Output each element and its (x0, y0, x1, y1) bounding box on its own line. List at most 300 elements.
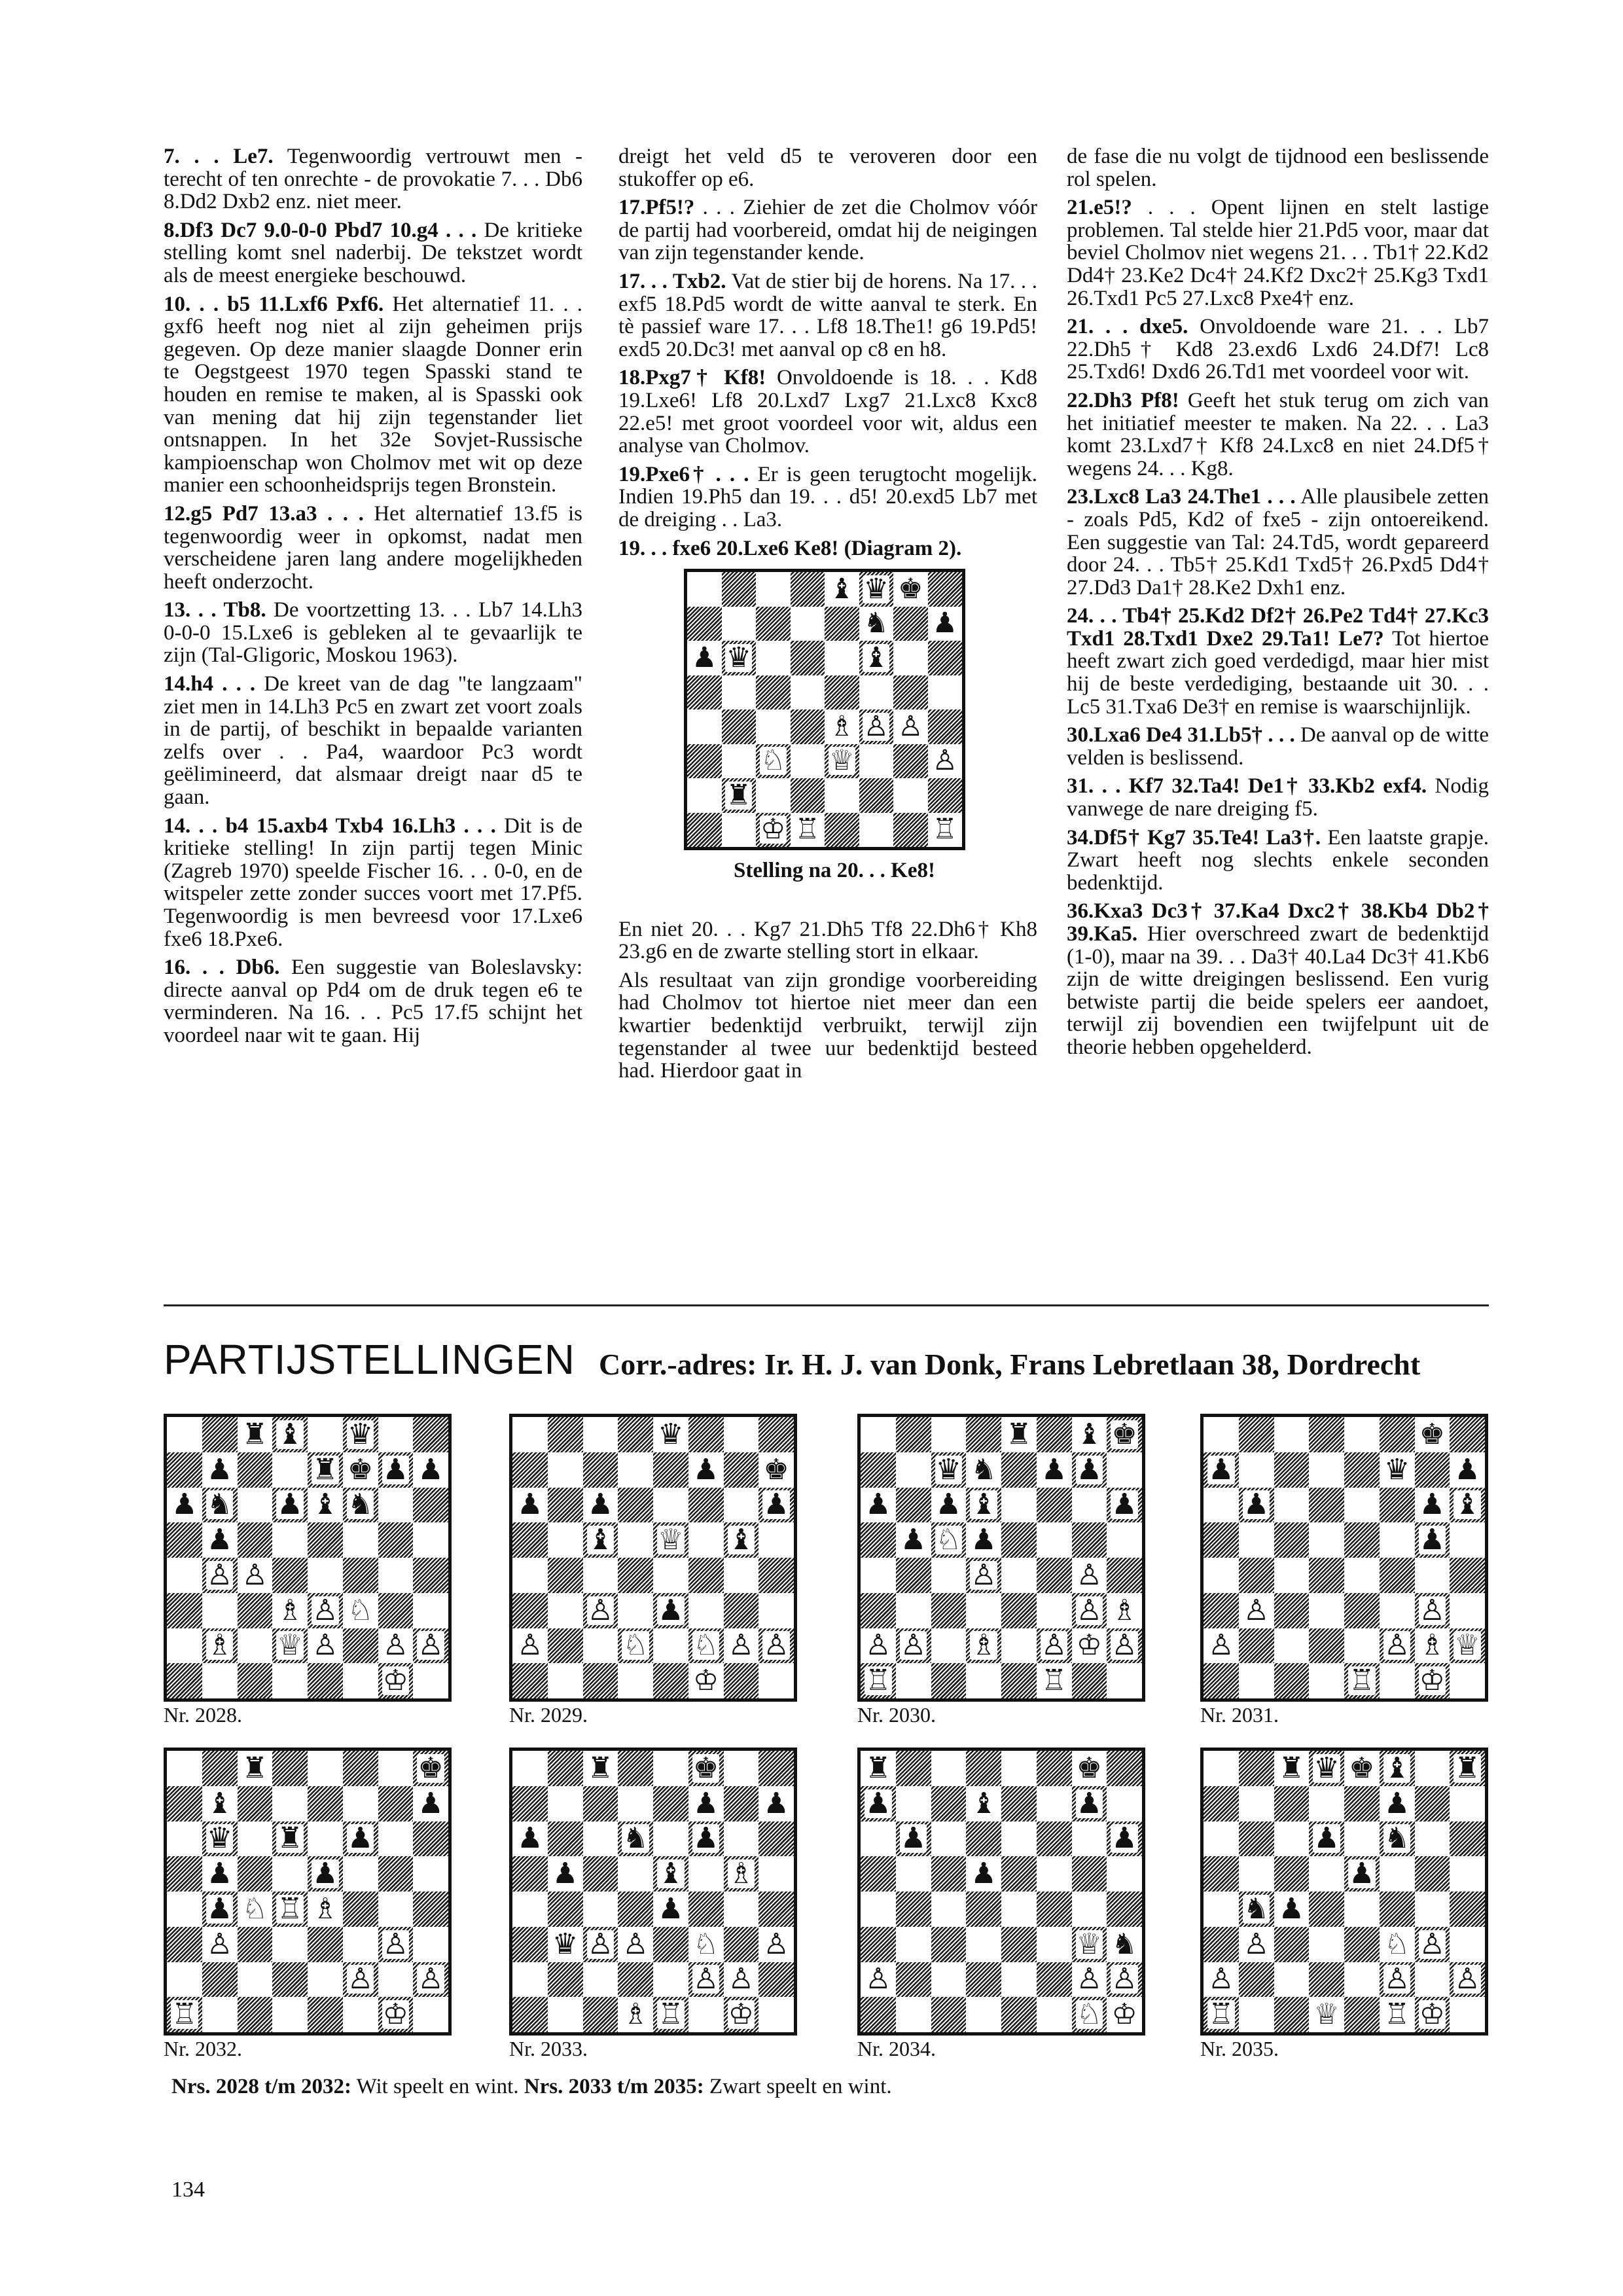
board-square (928, 709, 963, 744)
board-square (1344, 1663, 1380, 1698)
board-square (548, 1927, 583, 1962)
board-square (1415, 1856, 1450, 1892)
white-rook-icon: ♖ (1349, 1664, 1375, 1698)
black-pawn-icon: ♟ (1111, 1488, 1137, 1522)
board-square (1204, 1856, 1239, 1892)
board-square (343, 1892, 378, 1927)
board-square (861, 1927, 896, 1962)
board-square (756, 572, 791, 607)
board-square (859, 641, 894, 675)
board-square (1415, 1558, 1450, 1593)
board-square (1072, 1962, 1107, 1998)
board-square (378, 1488, 414, 1523)
board-square (896, 1663, 931, 1698)
board-square (1309, 1786, 1344, 1821)
white-bishop-icon: ♗ (728, 1857, 755, 1891)
white-pawn-icon: ♙ (587, 1927, 614, 1961)
board-square (238, 1417, 273, 1452)
paragraph: 13. . . Tb8. De voortzetting 13. . . Lb7 14.Lh3 0-0-0 15.Lxe6 is gebleken al te gevaarlijk te zijn (Tal-Gligoric, Moskou 1963). (164, 598, 582, 668)
paragraph: 19.Pxe6† . . . Er is geen terugtocht mogelijk. Indien 19.Ph5 dan 19. . . d5! 20.exd5 Lb7 met de dreiging . . La3. (618, 462, 1037, 531)
board-square (1037, 1751, 1072, 1786)
board-square (618, 1927, 653, 1962)
board-square (548, 1558, 583, 1593)
board-square (791, 675, 825, 710)
board-square (1344, 1751, 1380, 1786)
board-square (724, 1663, 759, 1698)
board-square (966, 1892, 1001, 1927)
board-square (272, 1663, 308, 1698)
board-square (966, 1593, 1001, 1628)
board-square (931, 1962, 967, 1998)
black-pawn-icon: ♟ (932, 607, 958, 640)
board-square (272, 1628, 308, 1664)
board-square (1450, 1452, 1485, 1488)
board-square (825, 607, 859, 641)
board-square (272, 1522, 308, 1558)
board-square (1309, 1962, 1344, 1998)
board-square (343, 1452, 378, 1488)
board-square (861, 1663, 896, 1698)
board-square (308, 1663, 343, 1698)
board-square (1072, 1593, 1107, 1628)
board-square (512, 1892, 548, 1927)
board-square (1239, 1962, 1274, 1998)
board-square (653, 1558, 688, 1593)
board-square (825, 641, 859, 675)
board-square (1309, 1821, 1344, 1857)
board-square (931, 1417, 967, 1452)
board-square (1415, 1522, 1450, 1558)
board-square (167, 1962, 202, 1998)
white-pawn-icon: ♙ (1243, 1927, 1270, 1961)
board-square (1072, 1628, 1107, 1664)
board-square (1450, 1751, 1485, 1786)
black-bishop-icon: ♝ (277, 1417, 303, 1451)
board-square (378, 1751, 414, 1786)
board-square (896, 1821, 931, 1857)
chess-board (164, 1748, 452, 2036)
board-square (583, 1417, 618, 1452)
board-square (512, 1522, 548, 1558)
board-square (512, 1751, 548, 1786)
board-square (343, 1751, 378, 1786)
position-label: Nr. 2033. (509, 2037, 588, 2060)
black-knight-icon: ♞ (863, 607, 889, 640)
board-square (1001, 1522, 1037, 1558)
board-square (413, 1786, 448, 1821)
board-square (1274, 1892, 1310, 1927)
board-square (966, 1821, 1001, 1857)
black-pawn-icon: ♟ (1349, 1857, 1375, 1891)
position-diagram (509, 1414, 797, 1727)
board-square (758, 1452, 794, 1488)
white-knight-icon: ♘ (692, 1628, 719, 1662)
black-pawn-icon: ♟ (552, 1857, 579, 1891)
board-square (1274, 1452, 1310, 1488)
correspondence-address: Corr.-adres: Ir. H. J. van Donk, Frans Lebretlaan 38, Dordrecht (599, 1348, 1421, 1381)
board-square (931, 1628, 967, 1664)
black-bishop-icon: ♝ (971, 1488, 997, 1522)
white-pawn-icon: ♙ (1383, 1628, 1410, 1662)
board-square (167, 1856, 202, 1892)
board-square (1037, 1786, 1072, 1821)
black-queen-icon: ♛ (1313, 1751, 1340, 1785)
board-square (238, 1962, 273, 1998)
board-square (859, 778, 894, 813)
board-square (758, 1663, 794, 1698)
board-square (548, 1962, 583, 1998)
board-square (1037, 1927, 1072, 1962)
board-square (583, 1488, 618, 1523)
board-square (896, 1558, 931, 1593)
board-square (378, 1452, 414, 1488)
board-square (688, 1927, 724, 1962)
white-queen-icon: ♕ (1313, 1998, 1340, 2032)
board-square (238, 1997, 273, 2032)
black-king-icon: ♚ (1111, 1417, 1137, 1451)
position-diagram (1200, 1748, 1488, 2061)
board-square (167, 1997, 202, 2032)
board-square (1072, 1786, 1107, 1821)
black-pawn-icon: ♟ (206, 1892, 233, 1926)
board-square (861, 1997, 896, 2032)
board-square (1309, 1892, 1344, 1927)
board-square (413, 1417, 448, 1452)
board-square (758, 1962, 794, 1998)
board-square (167, 1663, 202, 1698)
board-square (893, 744, 928, 779)
paragraph: 12.g5 Pd7 13.a3 . . . Het alternatief 13.f5 is tegenwoordig weer in opkomst, nadat men verscheidene jaren lang andere mogelijkheden heeft onderzocht. (164, 501, 583, 594)
board-square (1450, 1821, 1485, 1857)
board-square (1450, 1927, 1485, 1962)
board-square (583, 1628, 618, 1664)
board-square (688, 1593, 724, 1628)
board-square (1344, 1593, 1380, 1628)
board-square (724, 1892, 759, 1927)
board-square (343, 1628, 378, 1664)
board-square (308, 1417, 343, 1452)
board-square (202, 1593, 238, 1628)
black-pawn-icon: ♟ (206, 1857, 233, 1891)
board-square (583, 1821, 618, 1857)
board-square (1107, 1488, 1142, 1523)
board-square (893, 572, 928, 607)
board-square (758, 1856, 794, 1892)
board-square (308, 1892, 343, 1927)
board-square (378, 1892, 414, 1927)
board-square (931, 1593, 967, 1628)
board-square (238, 1927, 273, 1962)
board-square (1204, 1786, 1239, 1821)
white-bishop-icon: ♗ (1419, 1628, 1446, 1662)
paragraph: de fase die nu volgt de tijdnood een beslissende rol spelen. (1067, 145, 1489, 191)
board-square (1072, 1558, 1107, 1593)
board-square (1107, 1997, 1142, 2032)
board-square (413, 1452, 448, 1488)
black-pawn-icon: ♟ (900, 1821, 927, 1856)
board-square (1204, 1927, 1239, 1962)
paragraph: 21.e5!? . . . Opent lijnen en stelt lastige problemen. Tal stelde hier 21.Pd5 voor, maar dat beviel Cholmov niet wegens 21. . . Tb1† 22.Kd2 Dd4† 23.Ke2 Dc4† 24.Kf2 Dxc2† 25.Kg3 Txd1 26.Txd1 Pc5 27.Lxc8 Pxe4† enz. (1067, 196, 1489, 310)
board-square (966, 1488, 1001, 1523)
board-square (688, 1417, 724, 1452)
board-square (167, 1558, 202, 1593)
white-rook-icon: ♖ (932, 813, 958, 846)
board-square (272, 1488, 308, 1523)
white-bishop-icon: ♗ (1111, 1593, 1137, 1627)
board-square (688, 1892, 724, 1927)
black-bishop-icon: ♝ (1454, 1488, 1480, 1522)
board-square (758, 1593, 794, 1628)
board-square (583, 1962, 618, 1998)
board-square (1072, 1821, 1107, 1857)
black-king-icon: ♚ (692, 1751, 719, 1785)
board-square (688, 1452, 724, 1488)
board-square (1380, 1628, 1415, 1664)
white-queen-icon: ♕ (277, 1628, 303, 1662)
board-square (758, 1522, 794, 1558)
board-square (928, 675, 963, 710)
article-column-1 (164, 145, 582, 1053)
board-square (653, 1892, 688, 1927)
black-pawn-icon: ♟ (517, 1821, 543, 1856)
board-square (618, 1962, 653, 1998)
board-square (928, 744, 963, 779)
black-pawn-icon: ♟ (1313, 1821, 1340, 1856)
board-square (1415, 1593, 1450, 1628)
board-square (512, 1488, 548, 1523)
black-rook-icon: ♜ (277, 1821, 303, 1856)
board-square (548, 1628, 583, 1664)
board-square (1309, 1997, 1344, 2032)
black-pawn-icon: ♟ (1278, 1892, 1305, 1926)
black-queen-icon: ♛ (726, 641, 752, 674)
board-square (167, 1593, 202, 1628)
board-square (1450, 1962, 1485, 1998)
board-square (378, 1522, 414, 1558)
board-square (618, 1997, 653, 2032)
board-square (653, 1856, 688, 1892)
board-square (687, 744, 722, 779)
board-square (1450, 1786, 1485, 1821)
board-square (343, 1821, 378, 1857)
board-square (1001, 1927, 1037, 1962)
board-square (758, 1927, 794, 1962)
white-king-icon: ♔ (692, 1664, 719, 1698)
board-square (1450, 1856, 1485, 1892)
black-pawn-icon: ♟ (763, 1786, 789, 1820)
board-square (1239, 1522, 1274, 1558)
board-square (758, 1786, 794, 1821)
board-square (859, 709, 894, 744)
board-square (167, 1522, 202, 1558)
board-square (1204, 1821, 1239, 1857)
black-pawn-icon: ♟ (1419, 1523, 1446, 1557)
board-square (1380, 1452, 1415, 1488)
paragraph: 22.Dh3 Pf8! Geeft het stuk terug om zich van het initiatief meester te maken. Na 22. . . La3 komt 23.Lxd7† Kf8 24.Lxc8 en niet 24.Df5† wegens 24. . . Kg8. (1067, 388, 1489, 480)
white-rook-icon: ♖ (794, 813, 821, 846)
black-king-icon: ♚ (1419, 1417, 1446, 1451)
board-square (1037, 1997, 1072, 2032)
white-pawn-icon: ♙ (1419, 1927, 1446, 1961)
board-square (722, 744, 757, 779)
board-square (583, 1892, 618, 1927)
board-square (308, 1593, 343, 1628)
black-queen-icon: ♛ (347, 1417, 374, 1451)
board-square (378, 1786, 414, 1821)
board-square (893, 778, 928, 813)
board-square (272, 1892, 308, 1927)
board-square (791, 813, 825, 848)
board-square (1037, 1892, 1072, 1927)
board-square (583, 1751, 618, 1786)
board-square (1037, 1417, 1072, 1452)
board-square (1001, 1786, 1037, 1821)
board-square (1001, 1558, 1037, 1593)
board-square (724, 1628, 759, 1664)
board-square (1309, 1522, 1344, 1558)
board-square (1309, 1417, 1344, 1452)
black-bishop-icon: ♝ (829, 572, 855, 605)
board-square (1309, 1856, 1344, 1892)
black-rook-icon: ♜ (312, 1452, 338, 1486)
white-pawn-icon: ♙ (1454, 1962, 1480, 1996)
board-square (1450, 1558, 1485, 1593)
board-square (896, 1927, 931, 1962)
board-square (896, 1628, 931, 1664)
board-square (688, 1962, 724, 1998)
board-square (966, 1856, 1001, 1892)
board-square (618, 1417, 653, 1452)
board-square (1274, 1751, 1310, 1786)
board-square (272, 1997, 308, 2032)
board-square (859, 607, 894, 641)
white-bishop-icon: ♗ (829, 709, 855, 743)
board-square (825, 778, 859, 813)
board-square (1274, 1786, 1310, 1821)
board-square (548, 1522, 583, 1558)
white-knight-icon: ♘ (692, 1927, 719, 1961)
board-square (413, 1558, 448, 1593)
column-2-text-top (618, 145, 1037, 560)
board-square (861, 1821, 896, 1857)
board-square (1204, 1962, 1239, 1998)
board-square (378, 1962, 414, 1998)
board-square (308, 1786, 343, 1821)
board-square (272, 1417, 308, 1452)
chess-board (509, 1748, 797, 2036)
board-square (1072, 1663, 1107, 1698)
black-pawn-icon: ♟ (971, 1523, 997, 1557)
chess-board (509, 1414, 797, 1702)
board-square (1274, 1927, 1310, 1962)
board-square (512, 1663, 548, 1698)
board-square (653, 1522, 688, 1558)
board-square (896, 1786, 931, 1821)
board-square (861, 1786, 896, 1821)
board-square (413, 1892, 448, 1927)
black-pawn-icon: ♟ (692, 1452, 719, 1486)
black-pawn-icon: ♟ (658, 1892, 684, 1926)
board-square (583, 1593, 618, 1628)
board-square (861, 1892, 896, 1927)
board-square (688, 1628, 724, 1664)
board-square (653, 1751, 688, 1786)
board-square (687, 675, 722, 710)
board-square (1274, 1558, 1310, 1593)
board-square (758, 1488, 794, 1523)
board-square (1344, 1488, 1380, 1523)
white-queen-icon: ♕ (658, 1523, 684, 1557)
board-square (861, 1751, 896, 1786)
board-square (1037, 1821, 1072, 1857)
board-square (1107, 1751, 1142, 1786)
board-square (791, 572, 825, 607)
white-pawn-icon: ♙ (932, 744, 958, 778)
board-square (1239, 1663, 1274, 1698)
black-bishop-icon: ♝ (658, 1857, 684, 1891)
white-pawn-icon: ♙ (897, 709, 923, 743)
black-queen-icon: ♛ (863, 572, 889, 605)
black-knight-icon: ♞ (622, 1821, 649, 1856)
white-pawn-icon: ♙ (517, 1628, 543, 1662)
board-square (548, 1488, 583, 1523)
white-pawn-icon: ♙ (1243, 1593, 1270, 1627)
white-king-icon: ♔ (382, 1998, 409, 2032)
black-pawn-icon: ♟ (277, 1488, 303, 1522)
board-square (722, 813, 757, 848)
board-square (1072, 1751, 1107, 1786)
board-square (1001, 1417, 1037, 1452)
board-square (1072, 1452, 1107, 1488)
board-square (653, 1786, 688, 1821)
board-square (1204, 1997, 1239, 2032)
white-king-icon: ♔ (1111, 1998, 1137, 2032)
board-square (688, 1997, 724, 2032)
board-square (758, 1558, 794, 1593)
black-pawn-icon: ♟ (865, 1786, 891, 1820)
board-square (1072, 1417, 1107, 1452)
black-rook-icon: ♜ (1006, 1417, 1032, 1451)
board-square (1037, 1522, 1072, 1558)
board-square (272, 1786, 308, 1821)
board-square (859, 675, 894, 710)
white-pawn-icon: ♙ (1419, 1593, 1446, 1627)
board-square (931, 1892, 967, 1927)
board-square (1204, 1522, 1239, 1558)
white-pawn-icon: ♙ (728, 1962, 755, 1996)
board-square (202, 1856, 238, 1892)
board-square (722, 641, 757, 675)
board-square (896, 1856, 931, 1892)
board-square (928, 813, 963, 848)
board-square (1204, 1593, 1239, 1628)
white-rook-icon: ♖ (277, 1892, 303, 1926)
board-square (724, 1786, 759, 1821)
board-square (724, 1488, 759, 1523)
board-square (238, 1488, 273, 1523)
black-knight-icon: ♞ (1243, 1892, 1270, 1926)
board-square (859, 744, 894, 779)
board-square (653, 1628, 688, 1664)
board-square (202, 1962, 238, 1998)
board-square (1001, 1821, 1037, 1857)
black-pawn-icon: ♟ (1111, 1821, 1137, 1856)
board-square (966, 1751, 1001, 1786)
white-pawn-icon: ♙ (312, 1593, 338, 1627)
board-square (1107, 1786, 1142, 1821)
black-pawn-icon: ♟ (692, 1821, 719, 1856)
board-square (861, 1452, 896, 1488)
